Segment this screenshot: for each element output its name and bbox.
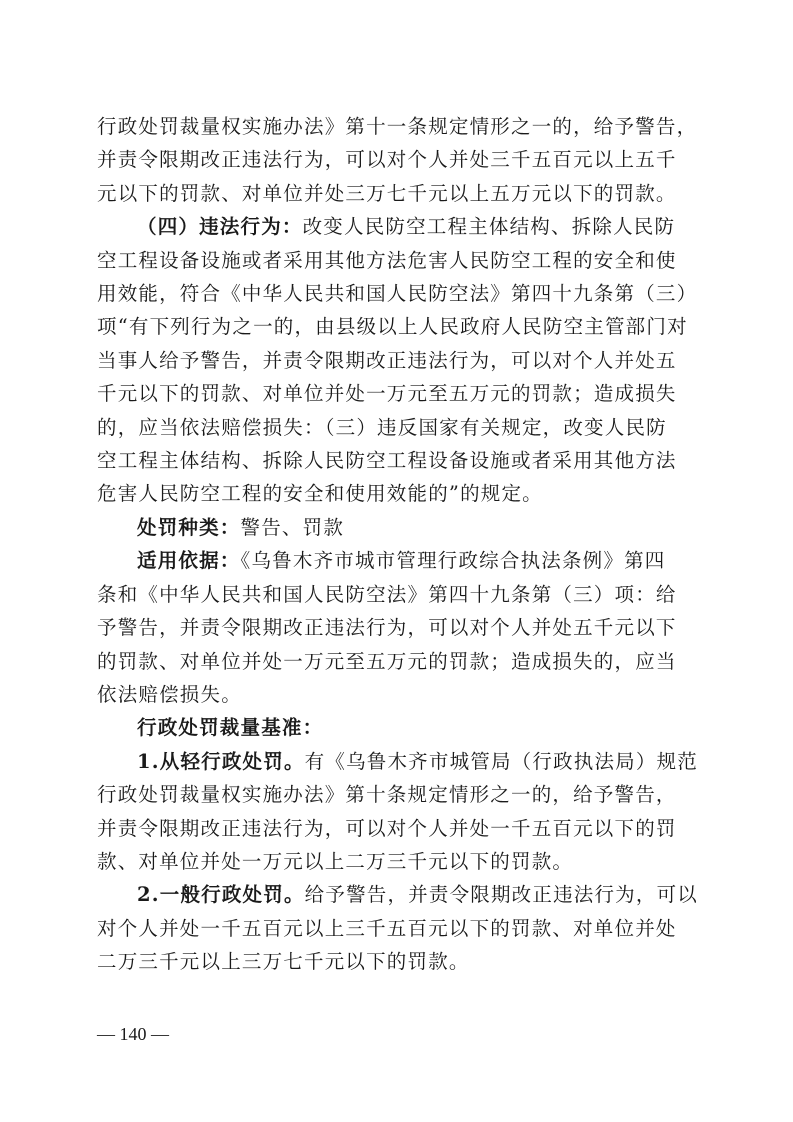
text-line: 处罚种类：警告、罚款 — [137, 515, 345, 539]
document-body — [97, 110, 697, 979]
text-line: 条和《中华人民共和国人民防空法》第四十九条第（三）项：给 — [97, 582, 677, 606]
text-line: 2.一般行政处罚。给予警告，并责令限期改正违法行为，可以 — [137, 883, 698, 907]
text-line: 空工程主体结构、拆除人民防空工程设备设施或者采用其他方法 — [97, 449, 677, 473]
text-line: 用效能，符合《中华人民共和国人民防空法》第四十九条第（三） — [97, 282, 698, 306]
text-line: 二万三千元以上三万七千元以下的罚款。 — [97, 950, 470, 974]
text-line: 空工程设备设施或者采用其他方法危害人民防空工程的安全和使 — [97, 248, 677, 272]
text-line: 的罚款、对单位并处一万元至五万元的罚款；造成损失的，应当 — [97, 649, 677, 673]
section-heading: 适用依据： — [137, 549, 241, 573]
section-heading: 处罚种类： — [137, 515, 241, 539]
page-number: — 140 — — [97, 1024, 169, 1044]
section-heading: （四）违法行为： — [137, 215, 303, 239]
text-line: 适用依据：《乌鲁木齐市城市管理行政综合执法条例》第四 — [137, 549, 666, 573]
text-line: 当事人给予警告，并责令限期改正违法行为，可以对个人并处五 — [97, 348, 677, 372]
text-line: 1.从轻行政处罚。有《乌鲁木齐市城管局（行政执法局）规范 — [137, 749, 698, 773]
text-line: 款、对单位并处一万元以上二万三千元以下的罚款。 — [97, 849, 574, 873]
text-line: 元以下的罚款、对单位并处三万七千元以上五万元以下的罚款。 — [97, 181, 677, 205]
section-heading: 1.从轻行政处罚。 — [137, 749, 305, 773]
text-line: 千元以下的罚款、对单位并处一万元至五万元的罚款；造成损失 — [97, 382, 677, 406]
text-line: 行政处罚裁量权实施办法》第十条规定情形之一的，给予警告， — [97, 783, 677, 807]
text-line: 对个人并处一千五百元以上三千五百元以下的罚款、对单位并处 — [97, 916, 677, 940]
section-heading: 行政处罚裁量基准： — [137, 716, 324, 740]
text-line: 行政处罚裁量权实施办法》第十一条规定情形之一的，给予警告， — [97, 115, 698, 138]
text-line: 并责令限期改正违法行为，可以对个人并处一千五百元以下的罚 — [97, 816, 677, 840]
text-line: 依法赔偿损失。 — [97, 682, 242, 706]
text-line: （四）违法行为：改变人民防空工程主体结构、拆除人民防 — [137, 215, 676, 239]
text-line: 项“有下列行为之一的，由县级以上人民政府人民防空主管部门对 — [97, 315, 688, 339]
text-line: 危害人民防空工程的安全和使用效能的”的规定。 — [97, 482, 543, 506]
text-line: 并责令限期改正违法行为，可以对个人并处三千五百元以上五千 — [97, 148, 677, 172]
text-line: 的，应当依法赔偿损失：（三）违反国家有关规定，改变人民防 — [97, 415, 667, 439]
text-line — [97, 711, 697, 744]
section-heading: 2.一般行政处罚。 — [137, 883, 305, 907]
text-line: 予警告，并责令限期改正违法行为，可以对个人并处五千元以下 — [97, 616, 677, 640]
